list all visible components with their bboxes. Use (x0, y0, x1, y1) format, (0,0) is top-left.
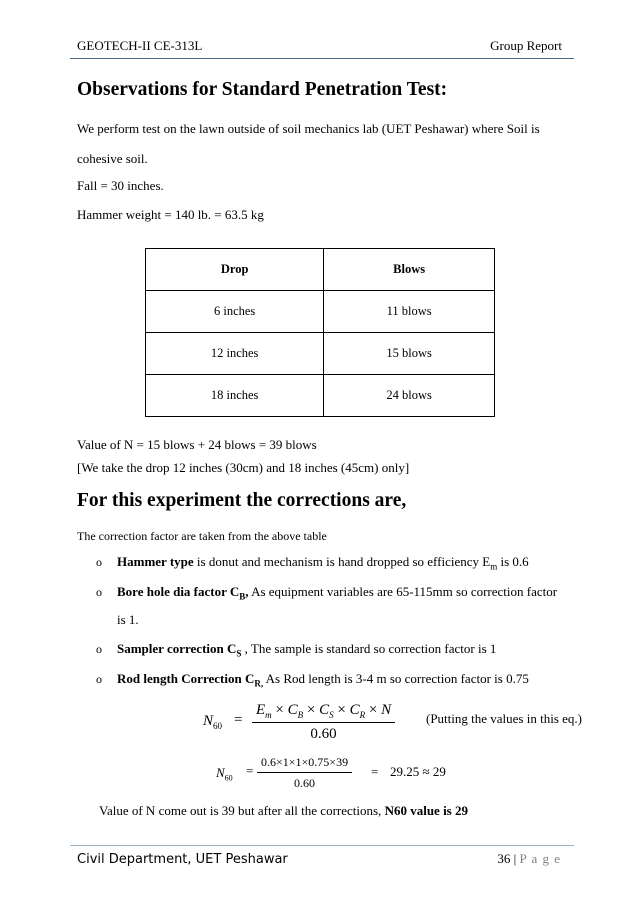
eq2-numerator: 0.6×1×1×0.75×39 (257, 755, 352, 773)
eq1-equals: = (234, 712, 243, 728)
intro-line-2: cohesive soil. (77, 151, 148, 166)
table-cell: 15 blows (324, 333, 495, 375)
eq2-equals: = (246, 763, 254, 778)
table-row (146, 375, 495, 417)
value-n-text: Value of N = 15 blows + 24 blows = 39 blows (77, 437, 317, 452)
bullet-hammer-type: Hammer type is donut and mechanism is hand dropped so efficiency $E_m$ is 0.6 (117, 554, 529, 572)
eq2-lhs: $N_{60}$ (216, 765, 233, 783)
bullet-bore-hole-cont: is 1. (117, 612, 139, 627)
eq1-note: (Putting the values in this eq.) (426, 711, 582, 726)
bullet-icon: o (96, 672, 102, 686)
table-cell: 12 inches (146, 333, 324, 375)
table-row (146, 333, 495, 375)
table-header-blows: Blows (324, 249, 495, 291)
fall-text: Fall = 30 inches. (77, 178, 164, 193)
hammer-weight-text: Hammer weight = 140 lb. = 63.5 kg (77, 207, 264, 222)
eq1-denominator: 0.60 (310, 726, 337, 742)
table-cell: 18 inches (146, 375, 324, 417)
table-cell: 11 blows (324, 291, 495, 333)
eq2-equals-2: = (371, 764, 379, 779)
header-divider (70, 58, 574, 59)
table-cell: 6 inches (146, 291, 324, 333)
eq1-fraction (252, 702, 395, 743)
footer-divider (70, 845, 574, 846)
eq1-numerator: $E_m \times C_B \times C_S \times C_R \times N$ (252, 702, 395, 723)
correction-intro: The correction factor are taken from the above table (77, 529, 327, 543)
bullet-bore-hole: Bore hole dia factor $C_B$, As equipment variables are 65-115mm so correction factor (117, 584, 558, 602)
footer-page: 36 | P a g e (497, 851, 561, 866)
table-cell: 24 blows (324, 375, 495, 417)
drop-note: [We take the drop 12 inches (30cm) and 18 inches (45cm) only] (77, 460, 410, 475)
eq2-denominator: 0.60 (294, 776, 316, 790)
eq1-lhs: $N_{60}$ (203, 713, 223, 731)
eq2-fraction (257, 755, 352, 791)
intro-line-1: We perform test on the lawn outside of soil mechanics lab (UET Peshawar) where Soil is (77, 121, 540, 136)
bullet-sampler: Sampler correction $C_S$ , The sample is standard so correction factor is 1 (117, 641, 497, 659)
table-header-row (146, 249, 495, 291)
table-row (146, 291, 495, 333)
page-title: Observations for Standard Penetration Test: (77, 79, 448, 100)
bullet-icon: o (96, 585, 102, 599)
drop-blows-table (145, 248, 495, 417)
bullet-icon: o (96, 642, 102, 656)
footer-left: Civil Department, UET Peshawar (77, 852, 288, 867)
header-right: Group Report (490, 38, 562, 53)
eq2-result: 29.25 ≈ 29 (390, 764, 446, 779)
header-left: GEOTECH-II CE-313L (77, 38, 203, 53)
table-header-drop: Drop (146, 249, 324, 291)
bullet-icon: o (96, 555, 102, 569)
conclusion-text: Value of N come out is 39 but after all the corrections, N60 value is 29 (99, 803, 468, 818)
bullet-rod-length: Rod length Correction $C_{R,}$ As Rod length is 3-4 m so correction factor is 0.75 (117, 671, 529, 689)
section-title: For this experiment the corrections are, (77, 490, 407, 511)
